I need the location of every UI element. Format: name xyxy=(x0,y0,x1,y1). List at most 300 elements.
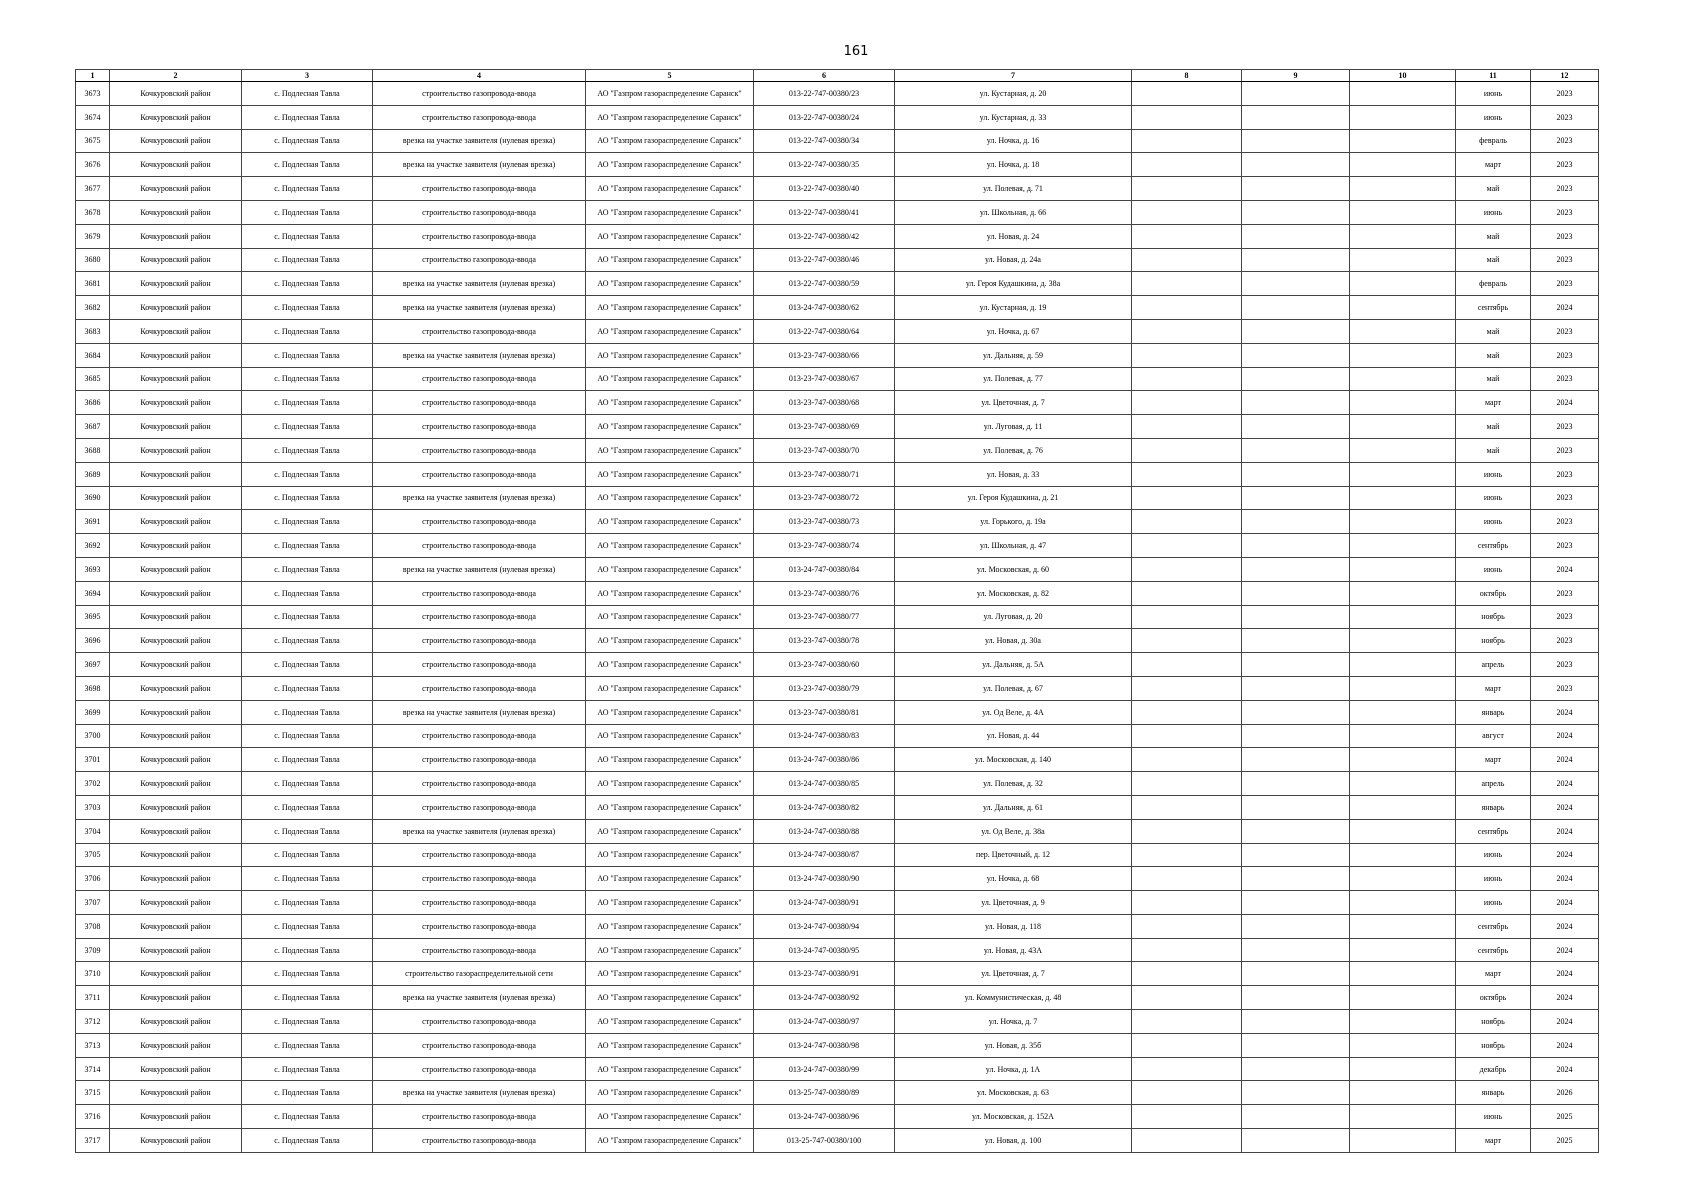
table-cell-col-3: с. Подлесная Тавла xyxy=(242,1033,373,1057)
table-cell-col-11: март xyxy=(1456,676,1531,700)
table-cell-col-9 xyxy=(1242,510,1350,534)
table-cell-col-11: май xyxy=(1456,367,1531,391)
table-row xyxy=(76,1010,1599,1034)
table-cell-col-9 xyxy=(1242,748,1350,772)
table-cell-col-11: май xyxy=(1456,224,1531,248)
table-cell-col-7: ул. Ночка, д. 67 xyxy=(895,319,1132,343)
table-cell-col-9 xyxy=(1242,296,1350,320)
table-cell-col-10 xyxy=(1350,700,1456,724)
table-cell-col-4: врезка на участке заявителя (нулевая врезка) xyxy=(373,986,586,1010)
table-cell-col-1: 3678 xyxy=(76,200,110,224)
table-cell-col-3: с. Подлесная Тавла xyxy=(242,938,373,962)
table-cell-col-6: 013-25-747-00380/100 xyxy=(754,1129,895,1153)
table-cell-col-2: Кочкуровский район xyxy=(110,486,242,510)
table-cell-col-11: июнь xyxy=(1456,462,1531,486)
table-cell-col-2: Кочкуровский район xyxy=(110,653,242,677)
table-cell-col-12: 2023 xyxy=(1531,129,1599,153)
table-cell-col-5: АО "Газпром газораспределение Саранск" xyxy=(586,296,754,320)
table-cell-col-5: АО "Газпром газораспределение Саранск" xyxy=(586,153,754,177)
column-header-1: 1 xyxy=(76,70,110,82)
table-row xyxy=(76,224,1599,248)
table-cell-col-5: АО "Газпром газораспределение Саранск" xyxy=(586,486,754,510)
table-cell-col-1: 3716 xyxy=(76,1105,110,1129)
table-row xyxy=(76,367,1599,391)
table-cell-col-12: 2023 xyxy=(1531,605,1599,629)
table-row xyxy=(76,177,1599,201)
table-cell-col-11: июнь xyxy=(1456,843,1531,867)
table-cell-col-3: с. Подлесная Тавла xyxy=(242,1105,373,1129)
table-cell-col-10 xyxy=(1350,438,1456,462)
table-cell-col-3: с. Подлесная Тавла xyxy=(242,272,373,296)
table-cell-col-4: строительство газопровода-ввода xyxy=(373,415,586,439)
table-row xyxy=(76,557,1599,581)
table-cell-col-1: 3700 xyxy=(76,724,110,748)
table-row xyxy=(76,581,1599,605)
table-cell-col-10 xyxy=(1350,200,1456,224)
table-cell-col-11: июнь xyxy=(1456,891,1531,915)
table-cell-col-12: 2024 xyxy=(1531,867,1599,891)
table-cell-col-4: строительство газопровода-ввода xyxy=(373,867,586,891)
table-cell-col-5: АО "Газпром газораспределение Саранск" xyxy=(586,177,754,201)
table-cell-col-8 xyxy=(1132,676,1242,700)
table-cell-col-4: строительство газопровода-ввода xyxy=(373,367,586,391)
table-cell-col-9 xyxy=(1242,724,1350,748)
table-cell-col-12: 2024 xyxy=(1531,1033,1599,1057)
table-cell-col-4: строительство газопровода-ввода xyxy=(373,200,586,224)
table-cell-col-1: 3713 xyxy=(76,1033,110,1057)
table-cell-col-4: строительство газопровода-ввода xyxy=(373,938,586,962)
table-cell-col-7: ул. Луговая, д. 20 xyxy=(895,605,1132,629)
table-cell-col-5: АО "Газпром газораспределение Саранск" xyxy=(586,129,754,153)
table-cell-col-7: ул. Дальняя, д. 61 xyxy=(895,795,1132,819)
table-cell-col-10 xyxy=(1350,272,1456,296)
table-header-row xyxy=(76,70,1599,82)
table-cell-col-5: АО "Газпром газораспределение Саранск" xyxy=(586,224,754,248)
table-cell-col-4: строительство газопровода-ввода xyxy=(373,843,586,867)
table-cell-col-3: с. Подлесная Тавла xyxy=(242,319,373,343)
table-cell-col-3: с. Подлесная Тавла xyxy=(242,248,373,272)
table-cell-col-3: с. Подлесная Тавла xyxy=(242,153,373,177)
table-cell-col-6: 013-24-747-00380/83 xyxy=(754,724,895,748)
table-cell-col-8 xyxy=(1132,843,1242,867)
table-cell-col-7: ул. Ночка, д. 7 xyxy=(895,1010,1132,1034)
table-cell-col-9 xyxy=(1242,1129,1350,1153)
table-cell-col-2: Кочкуровский район xyxy=(110,510,242,534)
table-cell-col-12: 2023 xyxy=(1531,367,1599,391)
table-cell-col-4: врезка на участке заявителя (нулевая врезка) xyxy=(373,1081,586,1105)
column-header-4: 4 xyxy=(373,70,586,82)
table-cell-col-12: 2023 xyxy=(1531,653,1599,677)
table-cell-col-3: с. Подлесная Тавла xyxy=(242,462,373,486)
table-cell-col-7: ул. Цветочная, д. 7 xyxy=(895,391,1132,415)
table-cell-col-5: АО "Газпром газораспределение Саранск" xyxy=(586,629,754,653)
table-cell-col-1: 3699 xyxy=(76,700,110,724)
table-row xyxy=(76,653,1599,677)
table-cell-col-1: 3705 xyxy=(76,843,110,867)
table-cell-col-8 xyxy=(1132,914,1242,938)
table-cell-col-2: Кочкуровский район xyxy=(110,1129,242,1153)
table-cell-col-3: с. Подлесная Тавла xyxy=(242,962,373,986)
table-cell-col-9 xyxy=(1242,248,1350,272)
table-cell-col-4: строительство газопровода-ввода xyxy=(373,1057,586,1081)
table-cell-col-12: 2023 xyxy=(1531,272,1599,296)
table-cell-col-2: Кочкуровский район xyxy=(110,581,242,605)
table-cell-col-12: 2024 xyxy=(1531,748,1599,772)
table-cell-col-11: январь xyxy=(1456,700,1531,724)
table-cell-col-7: ул. Цветочная, д. 7 xyxy=(895,962,1132,986)
table-cell-col-8 xyxy=(1132,272,1242,296)
table-cell-col-5: АО "Газпром газораспределение Саранск" xyxy=(586,1129,754,1153)
table-cell-col-1: 3677 xyxy=(76,177,110,201)
table-cell-col-1: 3689 xyxy=(76,462,110,486)
table-cell-col-6: 013-23-747-00380/76 xyxy=(754,581,895,605)
table-cell-col-12: 2024 xyxy=(1531,1010,1599,1034)
table-cell-col-11: октябрь xyxy=(1456,581,1531,605)
table-cell-col-9 xyxy=(1242,891,1350,915)
table-cell-col-3: с. Подлесная Тавла xyxy=(242,367,373,391)
table-cell-col-5: АО "Газпром газораспределение Саранск" xyxy=(586,867,754,891)
table-cell-col-2: Кочкуровский район xyxy=(110,1105,242,1129)
table-cell-col-8 xyxy=(1132,1033,1242,1057)
table-cell-col-9 xyxy=(1242,177,1350,201)
table-row xyxy=(76,129,1599,153)
table-cell-col-5: АО "Газпром газораспределение Саранск" xyxy=(586,914,754,938)
table-cell-col-9 xyxy=(1242,272,1350,296)
table-cell-col-7: ул. Коммунистическая, д. 48 xyxy=(895,986,1132,1010)
table-cell-col-3: с. Подлесная Тавла xyxy=(242,1081,373,1105)
table-cell-col-5: АО "Газпром газораспределение Саранск" xyxy=(586,438,754,462)
table-cell-col-10 xyxy=(1350,367,1456,391)
table-cell-col-8 xyxy=(1132,534,1242,558)
table-cell-col-2: Кочкуровский район xyxy=(110,272,242,296)
table-cell-col-3: с. Подлесная Тавла xyxy=(242,819,373,843)
table-row xyxy=(76,1033,1599,1057)
table-cell-col-3: с. Подлесная Тавла xyxy=(242,676,373,700)
table-cell-col-2: Кочкуровский район xyxy=(110,700,242,724)
table-cell-col-11: сентябрь xyxy=(1456,914,1531,938)
table-cell-col-8 xyxy=(1132,629,1242,653)
table-cell-col-2: Кочкуровский район xyxy=(110,557,242,581)
table-cell-col-3: с. Подлесная Тавла xyxy=(242,986,373,1010)
table-cell-col-2: Кочкуровский район xyxy=(110,914,242,938)
table-body xyxy=(76,82,1599,1153)
table-cell-col-5: АО "Газпром газораспределение Саранск" xyxy=(586,986,754,1010)
table-cell-col-7: ул. Ночка, д. 1А xyxy=(895,1057,1132,1081)
table-cell-col-9 xyxy=(1242,581,1350,605)
table-cell-col-6: 013-22-747-00380/41 xyxy=(754,200,895,224)
table-cell-col-9 xyxy=(1242,962,1350,986)
table-cell-col-1: 3695 xyxy=(76,605,110,629)
table-cell-col-10 xyxy=(1350,105,1456,129)
table-cell-col-6: 013-22-747-00380/24 xyxy=(754,105,895,129)
table-cell-col-10 xyxy=(1350,748,1456,772)
table-cell-col-9 xyxy=(1242,105,1350,129)
table-cell-col-4: строительство газопровода-ввода xyxy=(373,795,586,819)
table-row xyxy=(76,534,1599,558)
table-cell-col-6: 013-24-747-00380/91 xyxy=(754,891,895,915)
table-row xyxy=(76,819,1599,843)
table-cell-col-7: ул. Новая, д. 24а xyxy=(895,248,1132,272)
table-cell-col-7: ул. Новая, д. 35б xyxy=(895,1033,1132,1057)
table-cell-col-4: строительство газопровода-ввода xyxy=(373,248,586,272)
table-cell-col-11: январь xyxy=(1456,1081,1531,1105)
table-cell-col-4: врезка на участке заявителя (нулевая врезка) xyxy=(373,819,586,843)
table-cell-col-10 xyxy=(1350,296,1456,320)
table-cell-col-9 xyxy=(1242,1105,1350,1129)
table-cell-col-10 xyxy=(1350,724,1456,748)
table-cell-col-10 xyxy=(1350,914,1456,938)
table-cell-col-10 xyxy=(1350,843,1456,867)
table-cell-col-9 xyxy=(1242,557,1350,581)
table-cell-col-10 xyxy=(1350,343,1456,367)
column-header-3: 3 xyxy=(242,70,373,82)
table-cell-col-7: ул. Полевая, д. 77 xyxy=(895,367,1132,391)
table-cell-col-4: строительство газопровода-ввода xyxy=(373,891,586,915)
table-cell-col-7: ул. Московская, д. 60 xyxy=(895,557,1132,581)
column-header-8: 8 xyxy=(1132,70,1242,82)
table-cell-col-6: 013-24-747-00380/62 xyxy=(754,296,895,320)
table-cell-col-10 xyxy=(1350,391,1456,415)
table-cell-col-6: 013-23-747-00380/70 xyxy=(754,438,895,462)
table-cell-col-6: 013-23-747-00380/78 xyxy=(754,629,895,653)
table-cell-col-3: с. Подлесная Тавла xyxy=(242,653,373,677)
table-cell-col-7: ул. Новая, д. 118 xyxy=(895,914,1132,938)
table-cell-col-6: 013-23-747-00380/72 xyxy=(754,486,895,510)
table-cell-col-4: врезка на участке заявителя (нулевая врезка) xyxy=(373,343,586,367)
table-row xyxy=(76,462,1599,486)
table-cell-col-11: март xyxy=(1456,391,1531,415)
table-cell-col-10 xyxy=(1350,1057,1456,1081)
table-cell-col-12: 2023 xyxy=(1531,534,1599,558)
table-row xyxy=(76,153,1599,177)
table-cell-col-11: апрель xyxy=(1456,653,1531,677)
table-cell-col-12: 2023 xyxy=(1531,486,1599,510)
table-cell-col-7: ул. Полевая, д. 67 xyxy=(895,676,1132,700)
table-cell-col-11: июнь xyxy=(1456,557,1531,581)
table-cell-col-2: Кочкуровский район xyxy=(110,605,242,629)
table-cell-col-8 xyxy=(1132,748,1242,772)
table-cell-col-11: сентябрь xyxy=(1456,296,1531,320)
table-cell-col-5: АО "Газпром газораспределение Саранск" xyxy=(586,105,754,129)
table-cell-col-12: 2023 xyxy=(1531,676,1599,700)
table-cell-col-5: АО "Газпром газораспределение Саранск" xyxy=(586,1105,754,1129)
table-cell-col-7: ул. Полевая, д. 76 xyxy=(895,438,1132,462)
table-cell-col-6: 013-22-747-00380/34 xyxy=(754,129,895,153)
table-cell-col-8 xyxy=(1132,177,1242,201)
table-cell-col-1: 3710 xyxy=(76,962,110,986)
table-cell-col-3: с. Подлесная Тавла xyxy=(242,391,373,415)
table-cell-col-2: Кочкуровский район xyxy=(110,1057,242,1081)
table-cell-col-9 xyxy=(1242,534,1350,558)
table-row xyxy=(76,296,1599,320)
table-cell-col-5: АО "Газпром газораспределение Саранск" xyxy=(586,557,754,581)
table-cell-col-6: 013-24-747-00380/97 xyxy=(754,1010,895,1034)
table-cell-col-3: с. Подлесная Тавла xyxy=(242,557,373,581)
table-cell-col-3: с. Подлесная Тавла xyxy=(242,867,373,891)
table-row xyxy=(76,676,1599,700)
table-cell-col-12: 2024 xyxy=(1531,772,1599,796)
table-cell-col-4: строительство газопровода-ввода xyxy=(373,510,586,534)
table-cell-col-1: 3701 xyxy=(76,748,110,772)
table-row xyxy=(76,105,1599,129)
table-cell-col-5: АО "Газпром газораспределение Саранск" xyxy=(586,748,754,772)
table-cell-col-9 xyxy=(1242,224,1350,248)
table-cell-col-12: 2024 xyxy=(1531,914,1599,938)
table-cell-col-4: строительство газопровода-ввода xyxy=(373,438,586,462)
table-cell-col-7: ул. Полевая, д. 71 xyxy=(895,177,1132,201)
table-cell-col-1: 3714 xyxy=(76,1057,110,1081)
table-cell-col-7: ул. Московская, д. 140 xyxy=(895,748,1132,772)
table-cell-col-1: 3694 xyxy=(76,581,110,605)
table-cell-col-5: АО "Газпром газораспределение Саранск" xyxy=(586,676,754,700)
table-cell-col-8 xyxy=(1132,438,1242,462)
table-cell-col-3: с. Подлесная Тавла xyxy=(242,914,373,938)
table-cell-col-11: ноябрь xyxy=(1456,1033,1531,1057)
table-cell-col-1: 3707 xyxy=(76,891,110,915)
table-cell-col-1: 3698 xyxy=(76,676,110,700)
table-cell-col-10 xyxy=(1350,248,1456,272)
table-cell-col-6: 013-22-747-00380/23 xyxy=(754,82,895,106)
table-cell-col-10 xyxy=(1350,891,1456,915)
table-cell-col-11: март xyxy=(1456,153,1531,177)
table-cell-col-5: АО "Газпром газораспределение Саранск" xyxy=(586,248,754,272)
table-cell-col-7: ул. Ночка, д. 68 xyxy=(895,867,1132,891)
table-cell-col-11: май xyxy=(1456,248,1531,272)
table-cell-col-5: АО "Газпром газораспределение Саранск" xyxy=(586,605,754,629)
table-cell-col-2: Кочкуровский район xyxy=(110,772,242,796)
table-cell-col-9 xyxy=(1242,415,1350,439)
table-cell-col-1: 3687 xyxy=(76,415,110,439)
table-cell-col-9 xyxy=(1242,1057,1350,1081)
table-cell-col-10 xyxy=(1350,177,1456,201)
table-cell-col-6: 013-22-747-00380/64 xyxy=(754,319,895,343)
table-cell-col-2: Кочкуровский район xyxy=(110,1010,242,1034)
table-cell-col-10 xyxy=(1350,510,1456,534)
table-cell-col-10 xyxy=(1350,1033,1456,1057)
table-cell-col-12: 2023 xyxy=(1531,248,1599,272)
table-cell-col-10 xyxy=(1350,557,1456,581)
table-cell-col-10 xyxy=(1350,82,1456,106)
table-cell-col-6: 013-24-747-00380/90 xyxy=(754,867,895,891)
table-row xyxy=(76,1105,1599,1129)
table-cell-col-8 xyxy=(1132,795,1242,819)
table-cell-col-9 xyxy=(1242,914,1350,938)
table-cell-col-8 xyxy=(1132,1057,1242,1081)
table-cell-col-6: 013-23-747-00380/68 xyxy=(754,391,895,415)
table-cell-col-11: февраль xyxy=(1456,129,1531,153)
table-cell-col-4: врезка на участке заявителя (нулевая врезка) xyxy=(373,486,586,510)
table-cell-col-7: ул. Школьная, д. 47 xyxy=(895,534,1132,558)
table-cell-col-6: 013-22-747-00380/35 xyxy=(754,153,895,177)
table-cell-col-7: ул. Кустарная, д. 20 xyxy=(895,82,1132,106)
table-cell-col-2: Кочкуровский район xyxy=(110,462,242,486)
table-cell-col-6: 013-23-747-00380/79 xyxy=(754,676,895,700)
table-row xyxy=(76,891,1599,915)
column-header-6: 6 xyxy=(754,70,895,82)
table-cell-col-2: Кочкуровский район xyxy=(110,129,242,153)
table-cell-col-7: ул. Школьная, д. 66 xyxy=(895,200,1132,224)
table-cell-col-1: 3683 xyxy=(76,319,110,343)
table-cell-col-11: июнь xyxy=(1456,200,1531,224)
table-cell-col-11: июнь xyxy=(1456,486,1531,510)
table-cell-col-12: 2023 xyxy=(1531,629,1599,653)
table-row xyxy=(76,843,1599,867)
table-cell-col-10 xyxy=(1350,319,1456,343)
table-cell-col-5: АО "Газпром газораспределение Саранск" xyxy=(586,82,754,106)
table-cell-col-9 xyxy=(1242,200,1350,224)
table-row xyxy=(76,343,1599,367)
table-cell-col-9 xyxy=(1242,82,1350,106)
table-row xyxy=(76,914,1599,938)
table-row xyxy=(76,1129,1599,1153)
table-cell-col-6: 013-25-747-00380/89 xyxy=(754,1081,895,1105)
table-cell-col-9 xyxy=(1242,367,1350,391)
table-row xyxy=(76,795,1599,819)
table-cell-col-12: 2023 xyxy=(1531,581,1599,605)
table-row xyxy=(76,867,1599,891)
table-cell-col-9 xyxy=(1242,938,1350,962)
table-cell-col-10 xyxy=(1350,962,1456,986)
table-cell-col-8 xyxy=(1132,605,1242,629)
table-cell-col-9 xyxy=(1242,986,1350,1010)
table-cell-col-3: с. Подлесная Тавла xyxy=(242,795,373,819)
table-cell-col-8 xyxy=(1132,462,1242,486)
table-cell-col-10 xyxy=(1350,795,1456,819)
table-cell-col-7: ул. Новая, д. 33 xyxy=(895,462,1132,486)
table-cell-col-9 xyxy=(1242,462,1350,486)
table-cell-col-2: Кочкуровский район xyxy=(110,795,242,819)
column-header-12: 12 xyxy=(1531,70,1599,82)
table-cell-col-4: строительство газопровода-ввода xyxy=(373,772,586,796)
table-cell-col-1: 3680 xyxy=(76,248,110,272)
table-cell-col-9 xyxy=(1242,605,1350,629)
column-header-11: 11 xyxy=(1456,70,1531,82)
table-cell-col-11: август xyxy=(1456,724,1531,748)
table-cell-col-9 xyxy=(1242,319,1350,343)
table-cell-col-9 xyxy=(1242,129,1350,153)
table-cell-col-8 xyxy=(1132,319,1242,343)
table-cell-col-1: 3679 xyxy=(76,224,110,248)
table-cell-col-5: АО "Газпром газораспределение Саранск" xyxy=(586,1033,754,1057)
table-cell-col-11: март xyxy=(1456,1129,1531,1153)
table-cell-col-8 xyxy=(1132,248,1242,272)
table-row xyxy=(76,438,1599,462)
table-cell-col-3: с. Подлесная Тавла xyxy=(242,438,373,462)
table-cell-col-3: с. Подлесная Тавла xyxy=(242,748,373,772)
table-row xyxy=(76,272,1599,296)
table-cell-col-2: Кочкуровский район xyxy=(110,343,242,367)
table-cell-col-4: строительство газопровода-ввода xyxy=(373,1033,586,1057)
table-cell-col-2: Кочкуровский район xyxy=(110,1081,242,1105)
table-cell-col-12: 2023 xyxy=(1531,510,1599,534)
table-cell-col-12: 2025 xyxy=(1531,1105,1599,1129)
table-cell-col-4: врезка на участке заявителя (нулевая врезка) xyxy=(373,272,586,296)
table-cell-col-8 xyxy=(1132,1081,1242,1105)
table-cell-col-1: 3691 xyxy=(76,510,110,534)
table-cell-col-3: с. Подлесная Тавла xyxy=(242,1057,373,1081)
table-cell-col-4: строительство газопровода-ввода xyxy=(373,224,586,248)
table-cell-col-11: май xyxy=(1456,343,1531,367)
table-cell-col-7: пер. Цветочный, д. 12 xyxy=(895,843,1132,867)
table-cell-col-10 xyxy=(1350,153,1456,177)
table-cell-col-2: Кочкуровский район xyxy=(110,891,242,915)
table-cell-col-5: АО "Газпром газораспределение Саранск" xyxy=(586,819,754,843)
column-header-9: 9 xyxy=(1242,70,1350,82)
table-cell-col-1: 3674 xyxy=(76,105,110,129)
table-cell-col-8 xyxy=(1132,82,1242,106)
table-cell-col-12: 2023 xyxy=(1531,319,1599,343)
table-cell-col-7: ул. Новая, д. 43А xyxy=(895,938,1132,962)
